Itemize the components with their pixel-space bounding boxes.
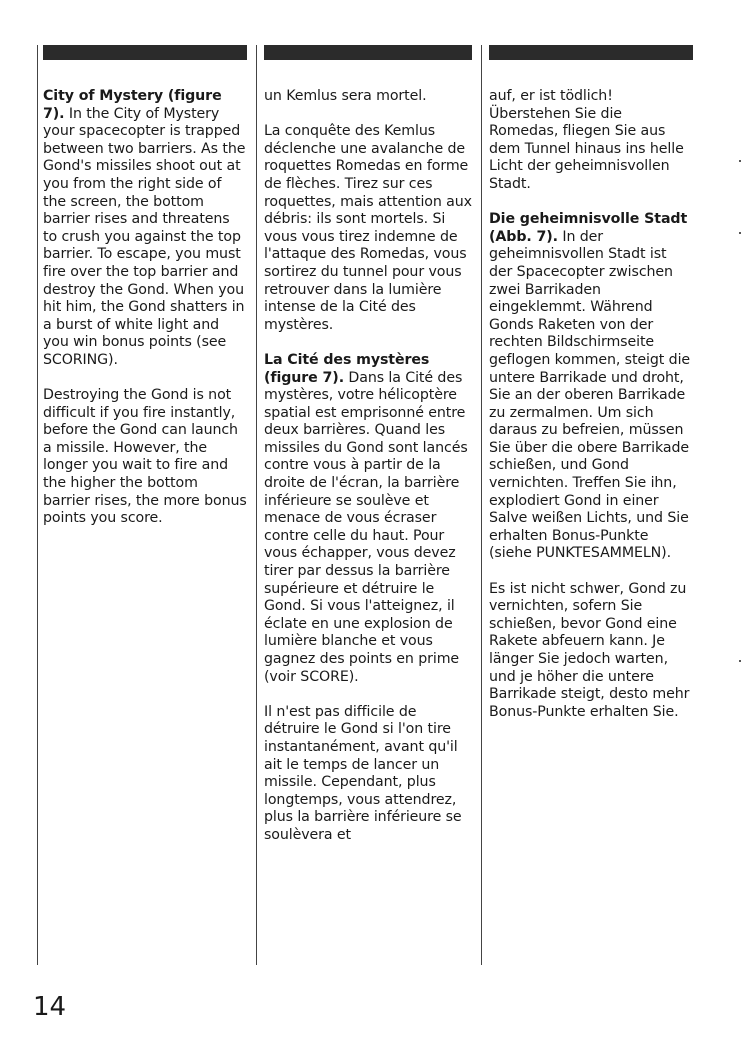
paragraph-text: Il n'est pas difficile de détruire le Gond si l'on tire instantanément, avant qu'il ait le temps de lancer un missile. Cependant, plus longtemps, vous attendrez, plus la barrière inférieure se soulèvera et [264,703,462,843]
section-heading: La Cité des mystères (figure 7). [264,351,430,386]
column-divider [256,45,257,965]
column-english [43,45,247,545]
paragraph [489,211,693,563]
column-header-bar [264,45,472,60]
column-divider [481,45,482,965]
column-header-bar [43,45,247,60]
column-header-bar [489,45,693,60]
paragraph [264,352,472,686]
paragraph [264,123,472,334]
column-french [264,45,472,862]
scan-mark [739,160,741,162]
paragraph-text: In the City of Mystery your spacecopter is trapped between two barriers. As the Gond's missiles shoot out at you from the right side of the screen, the bottom barrier rises and threatens to crush you against the top barrier. To escape, you must fire over the top barrier and destroy the Gond. When you hit him, the Gond shatters in a burst of white light and you win bonus points (see SCORING). [43,105,246,368]
paragraph-text: Destroying the Gond is not difficult if you fire instantly, before the Gond can launch a missile. However, the longer you wait to fire and the higher the bottom barrier rises, the more bonus points you score. [43,387,247,527]
section-heading: City of Mystery (figure 7). [43,88,222,122]
paragraph [489,581,693,722]
column-divider [37,45,38,965]
paragraph [264,88,472,106]
page-number: 14 [33,992,67,1022]
paragraph [489,88,693,194]
scan-mark [739,232,741,234]
section-heading: Die geheimnisvolle Stadt (Abb. 7). [489,211,688,245]
paragraph [43,88,247,370]
scan-mark [739,660,741,662]
paragraph-text: In der geheimnisvollen Stadt ist der Spacecopter zwischen zwei Barrikaden eingeklemmt. Während Gonds Raketen von der rechten Bildschirmseite geflogen kommen, steigt die untere Barrikade und droht, Sie an der oberen Barrikade zu zermalmen. Um sich daraus zu befreien, müssen Sie über die obere Barrikade schießen, und Gond vernichten. Treffen Sie ihn, explodiert Gond in einer Salve weißen Lichts, und Sie erhalten Bonus-Punkte (siehe PUNKTESAMMELN). [489,228,691,562]
paragraph-text: Es ist nicht schwer, Gond zu vernichten, sofern Sie schießen, bevor Gond eine Rakete abfeuern kann. Je länger Sie jedoch warten, und je höher die untere Barrikade steigt, desto mehr Bonus-Punkte erhalten Sie. [489,580,690,720]
paragraph-text: auf, er ist tödlich! Überstehen Sie die Romedas, fliegen Sie aus dem Tunnel hinaus ins helle Licht der geheimnisvollen Stadt. [489,88,684,192]
paragraph [43,387,247,528]
paragraph-text: un Kemlus sera mortel. [264,88,427,104]
paragraph-text: Dans la Cité des mystères, votre hélicoptère spatial est emprisonné entre deux barrières. Quand les missiles du Gond sont lancés contre vous à partir de la droite de l'écran, la barrière inférieure se soulève et menace de vous écraser contre celle du haut. Pour vous échapper, vous devez tirer par dessus la barrière supérieure et détruire le Gond. Si vous l'atteignez, il éclate en une explosion de lumière blanche et vous gagnez des points en prime (voir SCORE). [264,369,468,685]
column-german [489,45,693,739]
paragraph-text: La conquête des Kemlus déclenche une avalanche de roquettes Romedas en forme de flèches. Tirez sur ces roquettes, mais attention aux débris: ils sont mortels. Si vous vous tirez indemne de l'attaque des Romedas, vous sortirez du tunnel pour vous retrouver dans la lumière intense de la Cité des mystères. [264,123,472,333]
paragraph [264,704,472,845]
